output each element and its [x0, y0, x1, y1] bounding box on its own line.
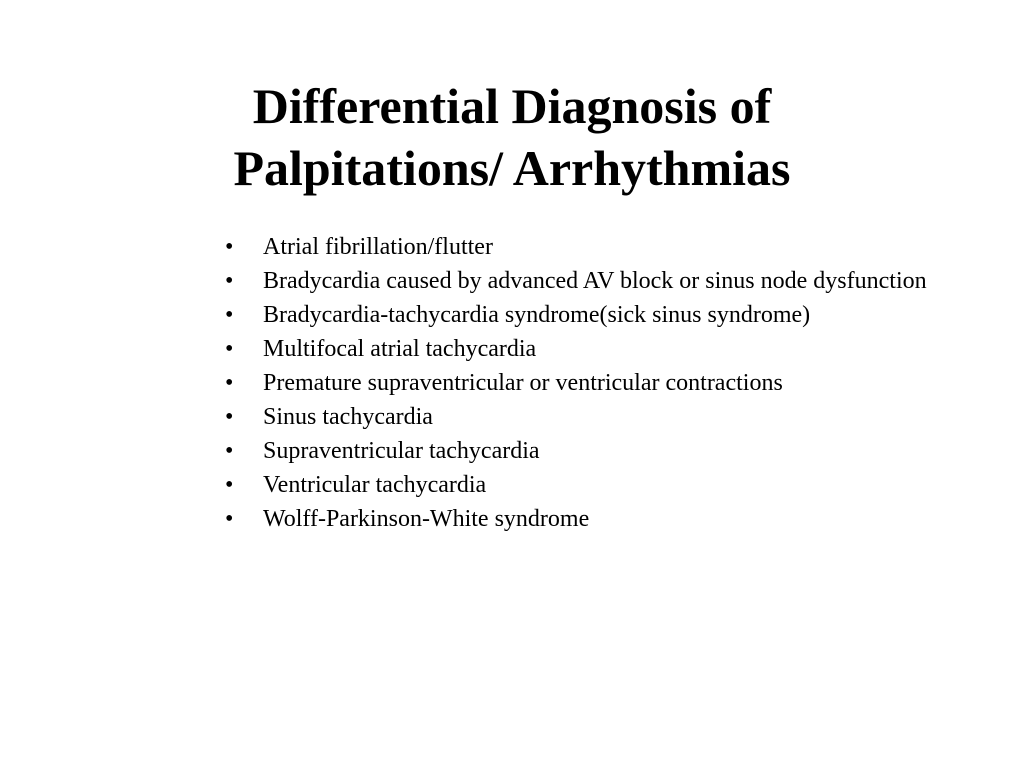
bullet-text: Multifocal atrial tachycardia	[263, 336, 537, 362]
bullet-item-bradycardia	[225, 269, 945, 293]
bullet-item-premature-contractions	[225, 371, 945, 395]
bullet-item-atrial-fibrillation	[225, 235, 945, 259]
bullet-text: Premature supraventricular or ventricular contractions	[263, 370, 783, 396]
bullet-icon: •	[225, 234, 234, 260]
bullet-item-supraventricular-tachycardia	[225, 439, 945, 463]
bullet-text: Atrial fibrillation/flutter	[263, 234, 493, 260]
bullet-text: Supraventricular tachycardia	[263, 438, 540, 464]
bullet-text: Ventricular tachycardia	[263, 472, 487, 498]
slide-title-line-2: Palpitations/ Arrhythmias	[233, 140, 791, 196]
bullet-item-sinus-tachycardia	[225, 405, 945, 429]
bullet-text: Bradycardia-tachycardia syndrome(sick sinus syndrome)	[263, 302, 811, 328]
bullet-icon: •	[225, 404, 234, 430]
bullet-icon: •	[225, 506, 234, 532]
bullet-item-bradycardia-tachycardia-syndrome	[225, 303, 945, 327]
bullet-icon: •	[225, 302, 234, 328]
bullet-list	[225, 235, 945, 541]
bullet-icon: •	[225, 370, 234, 396]
slide-title-line-1: Differential Diagnosis of	[252, 78, 772, 134]
bullet-icon: •	[225, 438, 234, 464]
bullet-text: Sinus tachycardia	[263, 404, 433, 430]
bullet-item-wolff-parkinson-white	[225, 507, 945, 531]
bullet-icon: •	[225, 268, 234, 294]
bullet-icon: •	[225, 336, 234, 362]
slide-title	[0, 75, 1024, 199]
bullet-icon: •	[225, 472, 234, 498]
bullet-text: Wolff-Parkinson-White syndrome	[263, 506, 590, 532]
bullet-item-multifocal-atrial-tachycardia	[225, 337, 945, 361]
bullet-text: Bradycardia caused by advanced AV block or sinus node dysfunction	[263, 268, 927, 294]
bullet-item-ventricular-tachycardia	[225, 473, 945, 497]
